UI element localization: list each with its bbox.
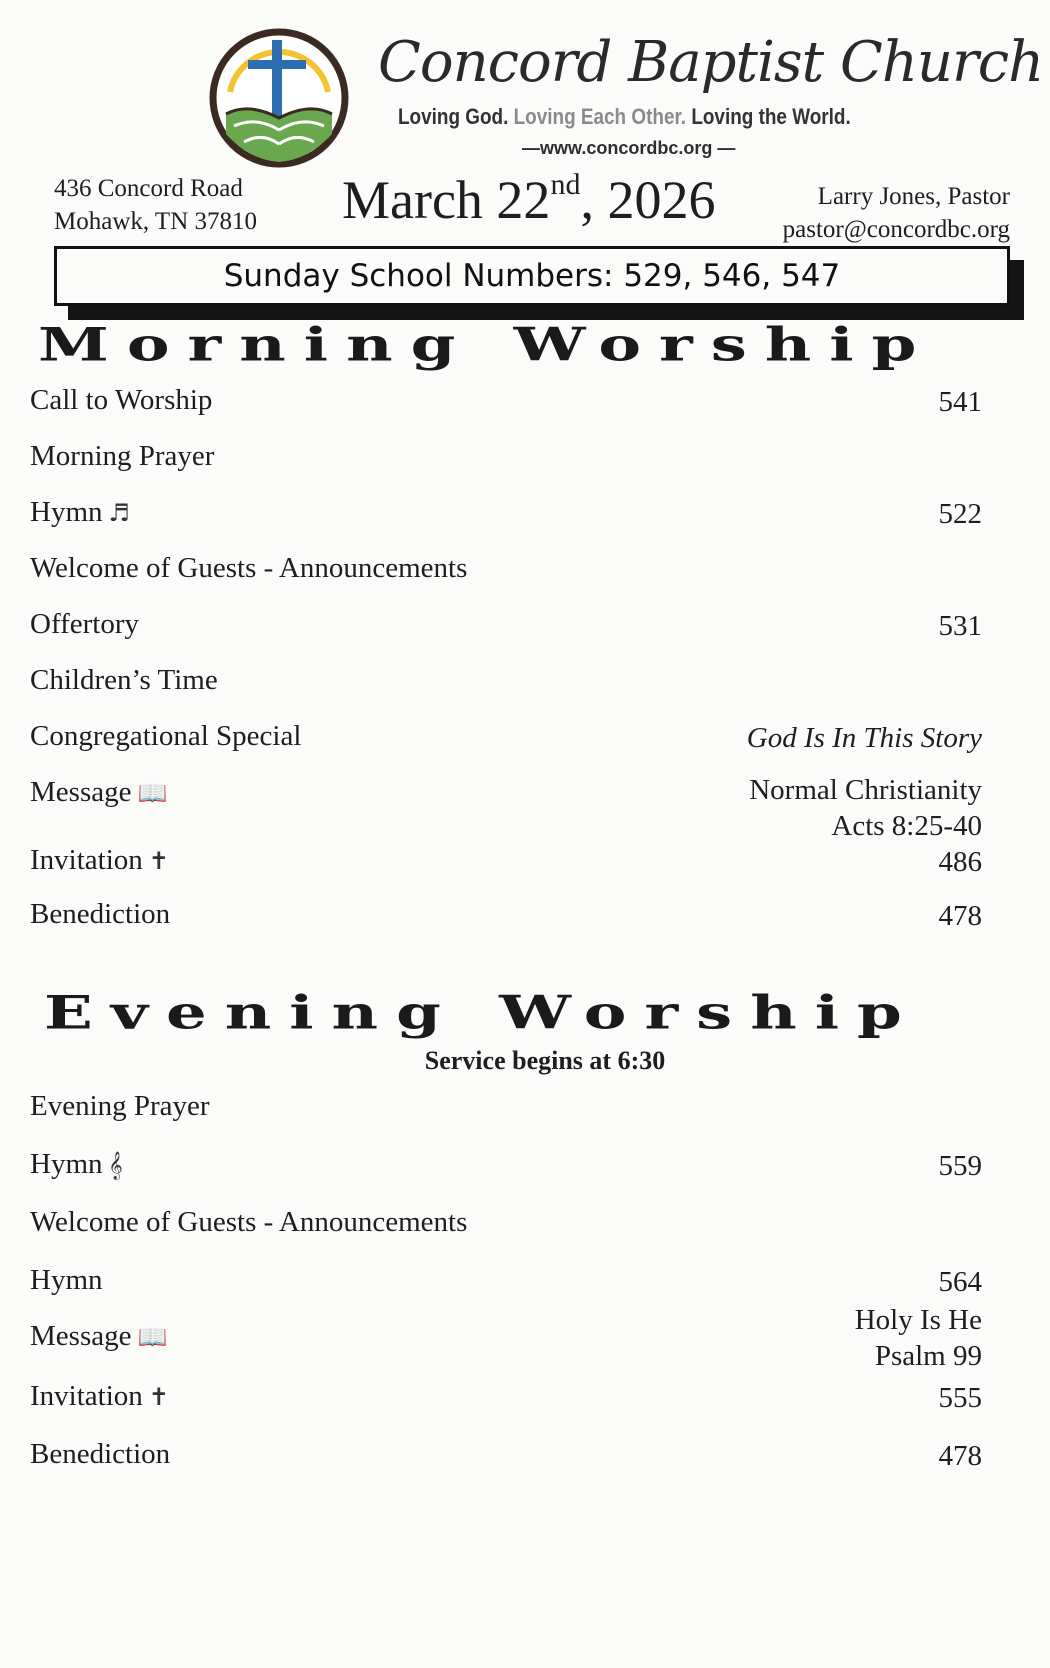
- date-suffix: nd: [550, 168, 581, 201]
- message-scripture: Acts 8:25-40: [831, 810, 982, 842]
- date-year: , 2026: [580, 170, 716, 230]
- pastor-email: pastor@concordbc.org: [782, 216, 1010, 243]
- church-name: Concord Baptist Church: [378, 30, 1044, 95]
- item-label: Congregational Special: [30, 720, 302, 752]
- item-label: Invitation: [30, 844, 143, 876]
- item-value: 478: [938, 1440, 982, 1472]
- item-label: Hymn: [30, 1264, 103, 1296]
- item-label: Evening Prayer: [30, 1090, 210, 1122]
- item-value: [749, 772, 982, 844]
- item-label: Hymn: [30, 1148, 103, 1180]
- item-value: 486: [938, 846, 982, 878]
- evening-worship-title: Evening Worship: [44, 986, 920, 1040]
- music-note-icon: ♬: [108, 499, 131, 527]
- date-day: March 22: [342, 170, 551, 230]
- treble-clef-icon: 𝄞: [108, 1151, 123, 1179]
- tagline: [398, 104, 851, 130]
- item-label: Welcome of Guests - Announcements: [30, 552, 468, 584]
- open-book-icon: 📖: [137, 1323, 168, 1351]
- item-value: 564: [938, 1266, 982, 1298]
- tagline-part-1: Loving God.: [398, 104, 509, 129]
- church-address: [54, 172, 257, 238]
- item-label: Hymn: [30, 496, 103, 528]
- message-title: Normal Christianity: [749, 774, 982, 806]
- item-value: God Is In This Story: [746, 722, 982, 754]
- item-label: Benediction: [30, 898, 171, 930]
- item-label: Call to Worship: [30, 384, 213, 416]
- item-label: Morning Prayer: [30, 440, 215, 472]
- item-label: Message: [30, 1320, 132, 1352]
- tagline-part-3: Loving the World.: [691, 104, 851, 129]
- open-book-icon: 📖: [137, 779, 168, 807]
- address-line-2: Mohawk, TN 37810: [54, 208, 258, 235]
- message-title: Holy Is He: [854, 1304, 982, 1336]
- item-value: [855, 1302, 982, 1374]
- item-value: 555: [938, 1382, 982, 1414]
- service-date: [342, 168, 715, 231]
- item-value: 531: [938, 610, 982, 642]
- address-line-1: 436 Concord Road: [54, 175, 243, 202]
- item-value: 478: [938, 900, 982, 932]
- church-logo: [208, 22, 350, 174]
- tagline-part-2: Loving Each Other.: [513, 104, 687, 129]
- sunday-school-numbers: Sunday School Numbers: 529, 546, 547: [54, 246, 1010, 306]
- pastor-name: Larry Jones, Pastor: [817, 183, 1010, 210]
- item-label: Message: [30, 776, 132, 808]
- item-label: Benediction: [30, 1438, 171, 1470]
- item-value: 541: [938, 386, 982, 418]
- item-label: Offertory: [30, 608, 139, 640]
- message-scripture: Psalm 99: [874, 1340, 982, 1372]
- morning-worship-title: Morning Worship: [38, 318, 935, 372]
- item-label: Invitation: [30, 1380, 143, 1412]
- cross-icon: ✝: [148, 847, 169, 875]
- item-label: Welcome of Guests - Announcements: [30, 1206, 468, 1238]
- church-website: — www.concordbc.org —: [522, 138, 735, 159]
- pastor-info: [783, 180, 1010, 246]
- item-value: 522: [938, 498, 982, 530]
- service-start-time: Service begins at 6:30: [424, 1046, 666, 1075]
- item-label: Children’s Time: [30, 664, 218, 696]
- cross-icon: ✝: [148, 1383, 169, 1411]
- item-value: 559: [938, 1150, 982, 1182]
